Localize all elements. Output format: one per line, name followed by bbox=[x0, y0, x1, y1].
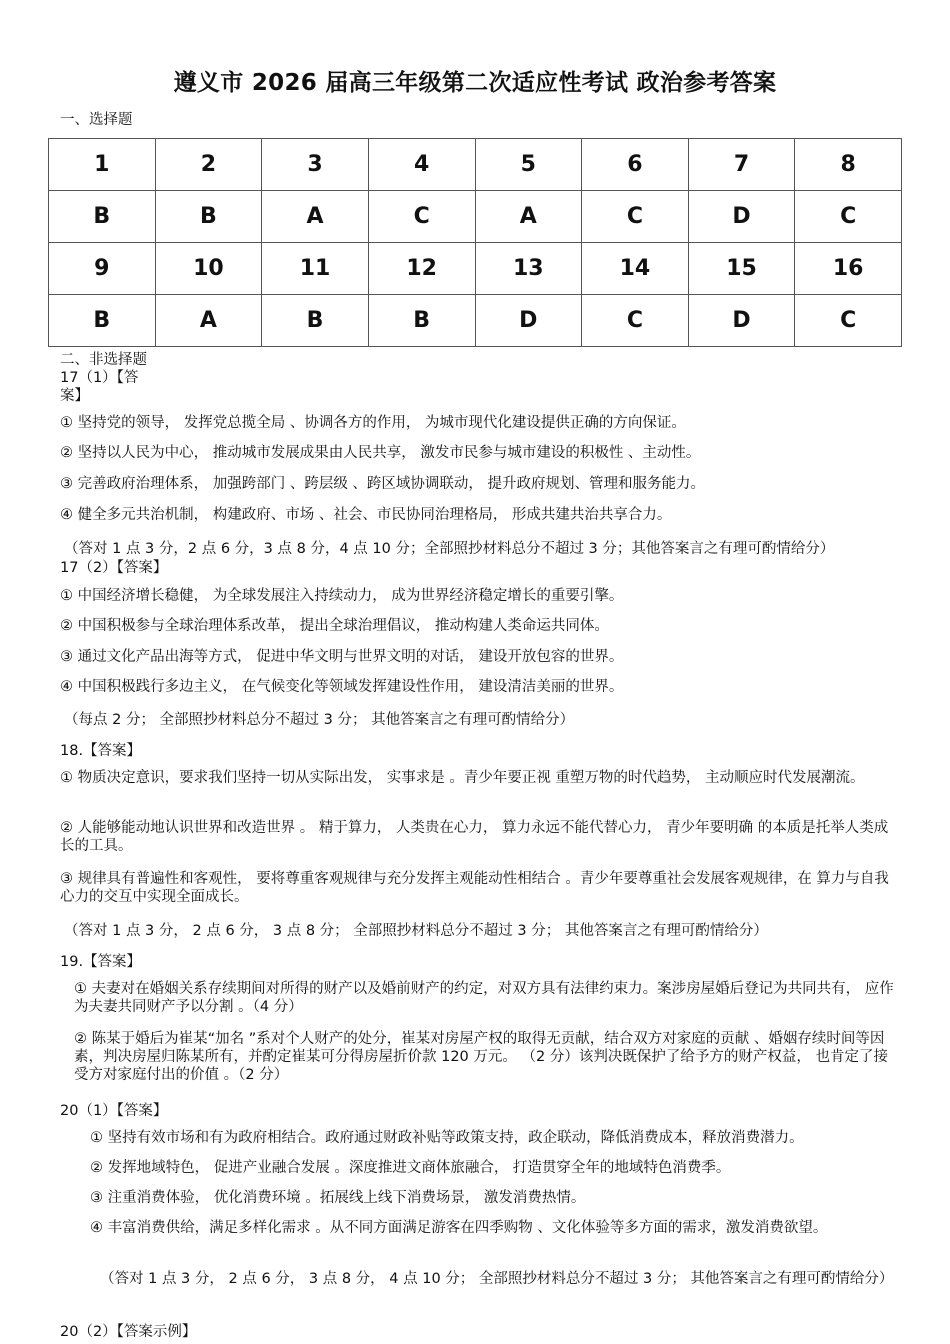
table-cell: B bbox=[368, 295, 475, 347]
q17-1-point: ① 坚持党的领导， 发挥党总揽全局 、协调各方的作用， 为城市现代化建设提供正确的方向保证。 bbox=[60, 415, 686, 431]
table-cell: 13 bbox=[475, 243, 582, 295]
section-open-questions-heading: 二、非选择题 bbox=[60, 352, 147, 368]
table-cell: 5 bbox=[475, 139, 582, 191]
q18-point: ② 人能够能动地认识世界和改造世界 。 精于算力， 人类贵在心力， 算力永远不能代替心力， 青少年要明确 的本质是托举人类成长的工具。 bbox=[60, 820, 889, 854]
answer-table bbox=[48, 138, 902, 347]
table-cell: D bbox=[688, 295, 795, 347]
q17-1-point: ④ 健全多元共治机制， 构建政府、市场 、社会、市民协同治理格局， 形成共建共治共享合力。 bbox=[60, 507, 672, 523]
q20-1-heading: 20（1）【答案】 bbox=[60, 1103, 168, 1119]
table-cell: C bbox=[795, 295, 902, 347]
table-cell: C bbox=[368, 191, 475, 243]
q17-1-heading: 17（1）【答 bbox=[60, 370, 139, 386]
table-cell: 15 bbox=[688, 243, 795, 295]
q17-2-point: ④ 中国积极践行多边主义， 在气候变化等领域发挥建设性作用， 建设清洁美丽的世界。 bbox=[60, 679, 624, 695]
table-cell: 1 bbox=[49, 139, 156, 191]
table-cell: 6 bbox=[582, 139, 689, 191]
q18-point: ① 物质决定意识，要求我们坚持一切从实际出发， 实事求是 。青少年要正视 重塑万物的时代趋势， 主动顺应时代发展潮流。 bbox=[60, 770, 865, 786]
q18-heading: 18.【答案】 bbox=[60, 743, 142, 759]
q20-1-point: ② 发挥地域特色， 促进产业融合发展 。深度推进文商体旅融合， 打造贯穿全年的地域特色消费季。 bbox=[90, 1160, 731, 1176]
q20-1-point: ① 坚持有效市场和有为政府相结合。政府通过财政补贴等政策支持，政企联动，降低消费成本，释放消费潜力。 bbox=[90, 1130, 804, 1146]
table-cell: D bbox=[688, 191, 795, 243]
table-cell: 4 bbox=[368, 139, 475, 191]
table-row bbox=[49, 243, 902, 295]
table-cell: 3 bbox=[262, 139, 369, 191]
table-cell: C bbox=[795, 191, 902, 243]
table-cell: B bbox=[49, 191, 156, 243]
q17-2-point: ② 中国积极参与全球治理体系改革， 提出全球治理倡议， 推动构建人类命运共同体。 bbox=[60, 618, 609, 634]
q17-2-point: ① 中国经济增长稳健， 为全球发展注入持续动力， 成为世界经济稳定增长的重要引擎。 bbox=[60, 588, 624, 604]
table-cell: 10 bbox=[155, 243, 262, 295]
table-cell: A bbox=[262, 191, 369, 243]
q17-2-scoring: （每点 2 分； 全部照抄材料总分不超过 3 分； 其他答案言之有理可酌情给分） bbox=[64, 712, 575, 728]
q20-2-heading: 20（2）【答案示例】 bbox=[60, 1324, 197, 1340]
q17-2-heading: 17（2）【答案】 bbox=[60, 560, 168, 576]
q17-1-point: ③ 完善政府治理体系， 加强跨部门 、跨层级 、跨区域协调联动， 提升政府规划、管理和服务能力。 bbox=[60, 476, 706, 492]
q18-point: ③ 规律具有普遍性和客观性， 要将尊重客观规律与充分发挥主观能动性相结合 。青少年要尊重社会发展客观规律，在 算力与自我心力的交互中实现全面成长。 bbox=[60, 871, 889, 905]
page-title: 遵义市 2026 届高三年级第二次适应性考试 政治参考答案 bbox=[173, 70, 777, 96]
q20-1-point: ④ 丰富消费供给，满足多样化需求 。从不同方面满足游客在四季购物 、文化体验等多方面的需求，激发消费欲望。 bbox=[90, 1220, 828, 1236]
q17-1-scoring: （答对 1 点 3 分，2 点 6 分，3 点 8 分，4 点 10 分；全部照抄材料总分不超过 3 分；其他答案言之有理可酌情给分） bbox=[64, 541, 835, 557]
q19-point: ① 夫妻对在婚姻关系存续期间对所得的财产以及婚前财产的约定，对双方具有法律约束力。案涉房屋婚后登记为共同共有， 应作为夫妻共同财产予以分割 。（4 分） bbox=[74, 981, 894, 1015]
table-cell: A bbox=[155, 295, 262, 347]
q17-1-point: ② 坚持以人民为中心， 推动城市发展成果由人民共享， 激发市民参与城市建设的积极性 、主动性。 bbox=[60, 445, 701, 461]
table-cell: 12 bbox=[368, 243, 475, 295]
q19-heading: 19.【答案】 bbox=[60, 954, 142, 970]
table-cell: 11 bbox=[262, 243, 369, 295]
q17-2-point: ③ 通过文化产品出海等方式， 促进中华文明与世界文明的对话， 建设开放包容的世界。 bbox=[60, 649, 624, 665]
q18-scoring: （答对 1 点 3 分， 2 点 6 分， 3 点 8 分； 全部照抄材料总分不超过 3 分； 其他答案言之有理可酌情给分） bbox=[64, 923, 768, 939]
table-cell: A bbox=[475, 191, 582, 243]
q20-1-scoring: （答对 1 点 3 分， 2 点 6 分， 3 点 8 分， 4 点 10 分； 全部照抄材料总分不超过 3 分； 其他答案言之有理可酌情给分） bbox=[100, 1271, 894, 1287]
table-row bbox=[49, 295, 902, 347]
table-cell: C bbox=[582, 295, 689, 347]
q19-point: ② 陈某于婚后为崔某“加名 ”系对个人财产的处分，崔某对房屋产权的取得无贡献，结合双方对家庭的贡献 、婚姻存续时间等因素，判决房屋归陈某所有，并酌定崔某可分得房屋折价款 120 万元。 （2 分）该判决既保护了给予方的财产权益， 也肯定了接受方对家庭付出的价值 。（2 分） bbox=[74, 1031, 888, 1083]
table-cell: B bbox=[262, 295, 369, 347]
table-row bbox=[49, 139, 902, 191]
table-cell: 8 bbox=[795, 139, 902, 191]
table-cell: 14 bbox=[582, 243, 689, 295]
q20-1-point: ③ 注重消费体验， 优化消费环境 。拓展线上线下消费场景， 激发消费热情。 bbox=[90, 1190, 586, 1206]
table-cell: 7 bbox=[688, 139, 795, 191]
table-row bbox=[49, 191, 902, 243]
table-cell: 2 bbox=[155, 139, 262, 191]
table-cell: C bbox=[582, 191, 689, 243]
section-multiple-choice-heading: 一、选择题 bbox=[60, 112, 133, 128]
table-cell: B bbox=[155, 191, 262, 243]
table-cell: 16 bbox=[795, 243, 902, 295]
table-cell: D bbox=[475, 295, 582, 347]
table-cell: B bbox=[49, 295, 156, 347]
q17-1-heading-cont: 案】 bbox=[60, 388, 89, 404]
table-cell: 9 bbox=[49, 243, 156, 295]
